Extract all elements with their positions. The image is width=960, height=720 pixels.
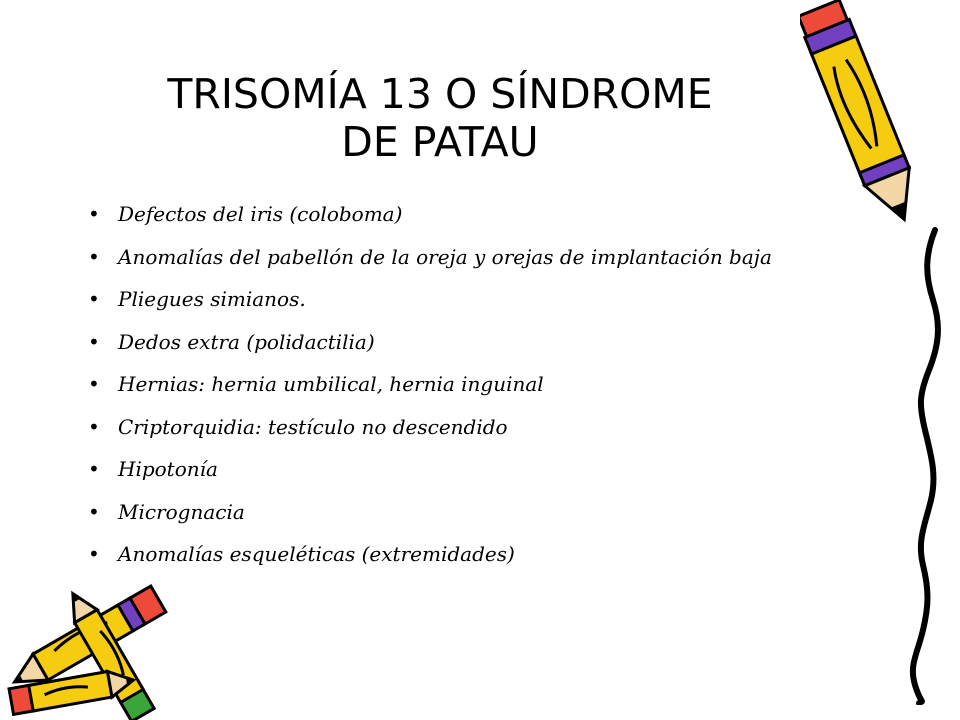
pencil-pair-icon (0, 580, 200, 720)
bullet-item (88, 406, 878, 449)
squiggle-line-icon (895, 225, 955, 705)
bullet-item (88, 448, 878, 491)
bullet-text: Pliegues simianos. (118, 287, 306, 311)
bullet-text: Anomalías esqueléticas (extremidades) (118, 542, 515, 566)
bullet-item (88, 321, 878, 364)
bullet-item (88, 533, 878, 576)
bullet-item (88, 491, 878, 534)
bullet-list (88, 193, 878, 576)
bullet-text: Dedos extra (polidactilia) (118, 329, 375, 354)
slide-title (80, 70, 800, 166)
bullet-marker: • (88, 499, 100, 524)
bullet-marker: • (88, 329, 100, 354)
title-line-1: TRISOMÍA 13 O SÍNDROME (167, 70, 713, 118)
bullet-marker: • (88, 372, 100, 396)
bullet-marker: • (88, 287, 100, 311)
bullet-text: Hipotonía (118, 457, 218, 481)
bullet-marker: • (88, 457, 100, 481)
bullet-marker: • (88, 202, 100, 226)
bullet-text: Defectos del iris (coloboma) (118, 202, 403, 226)
bullet-text: Criptorquidia: testículo no descendido (118, 414, 508, 439)
bullet-text: Micrognacia (118, 499, 245, 524)
bullet-item (88, 236, 878, 279)
bullet-marker: • (88, 542, 100, 566)
bullet-item (88, 193, 878, 236)
bullet-text: Hernias: hernia umbilical, hernia inguinal (118, 372, 544, 396)
bullet-item (88, 363, 878, 406)
bullet-marker: • (88, 244, 100, 269)
bullet-item (88, 278, 878, 321)
bullet-text: Anomalías del pabellón de la oreja y orejas de implantación baja (118, 244, 772, 269)
title-line-2: DE PATAU (341, 118, 539, 166)
bullet-marker: • (88, 414, 100, 439)
